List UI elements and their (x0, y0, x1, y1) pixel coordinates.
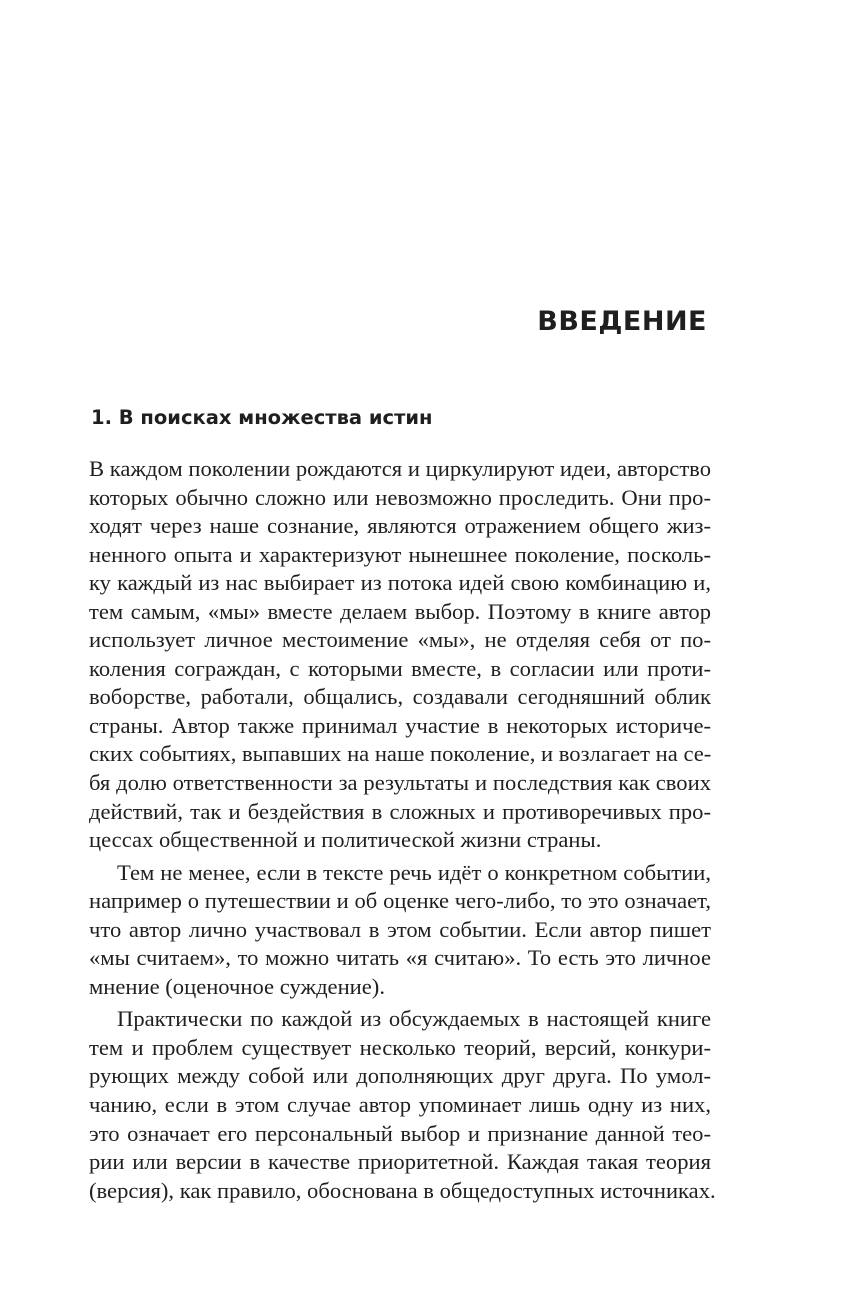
text-line: использует личное местоимение «мы», не отделяя себя от по- (89, 627, 711, 653)
text-line: которых обычно сложно или невозможно проследить. Они про- (89, 484, 711, 510)
paragraph-3 (89, 1005, 716, 1205)
text-line: рующих между собой или дополняющих друг друга. По умол- (89, 1063, 711, 1089)
text-line: ских событиях, выпавших на наше поколение, и возлагает на се- (89, 741, 712, 767)
text-line: например о путешествии и об оценке чего-либо, то это означает, (89, 888, 711, 914)
text-line: бя долю ответственности за результаты и последствия как своих (89, 770, 711, 796)
text-line: страны. Автор также принимал участие в некоторых историче- (89, 712, 711, 738)
text-line: тем самым, «мы» вместе делаем выбор. Поэтому в книге автор (89, 598, 711, 624)
text-line: Тем не менее, если в тексте речь идёт о конкретном событии, (117, 859, 711, 885)
chapter-title: ВВЕДЕНИЕ (537, 306, 707, 337)
text-line: это означает его персональный выбор и признание данной тео- (89, 1120, 711, 1146)
text-line: рии или версии в качестве приоритетной. Каждая такая теория (89, 1149, 711, 1175)
text-line: воборстве, работали, общались, создавали сегодняшний облик (89, 684, 711, 710)
text-line: тем и проблем существует несколько теорий, версий, конкури- (89, 1034, 711, 1060)
text-line: Практически по каждой из обсуждаемых в настоящей книге (117, 1006, 711, 1032)
paragraph-1 (89, 455, 711, 855)
text-line: цессах общественной и политической жизни страны. (89, 827, 602, 853)
text-line: чанию, если в этом случае автор упоминает лишь одну из них, (89, 1092, 711, 1118)
text-line: ку каждый из нас выбирает из потока идей свою комбинацию и, (89, 570, 711, 596)
text-line: мнение (оценочное суждение). (89, 973, 385, 999)
text-line: В каждом поколении рождаются и циркулируют идеи, авторство (89, 456, 711, 481)
section-heading: 1. В поисках множества истин (91, 406, 433, 429)
paragraph-2 (89, 859, 711, 1002)
text-line: (версия), как правило, обоснована в общедоступных источниках. (89, 1177, 716, 1203)
text-line: что автор лично участвовал в этом событии. Если автор пишет (89, 916, 711, 942)
text-line: ненного опыта и характеризуют нынешнее поколение, посколь- (89, 541, 711, 567)
text-line: действий, так и бездействия в сложных и противоречивых про- (89, 798, 711, 824)
text-line: ходят через наше сознание, являются отражением общего жиз- (89, 513, 711, 539)
text-line: коления сограждан, с которыми вместе, в согласии или проти- (89, 655, 711, 681)
body-text (89, 455, 716, 1205)
text-line: «мы считаем», то можно читать «я считаю». То есть это личное (89, 945, 711, 971)
